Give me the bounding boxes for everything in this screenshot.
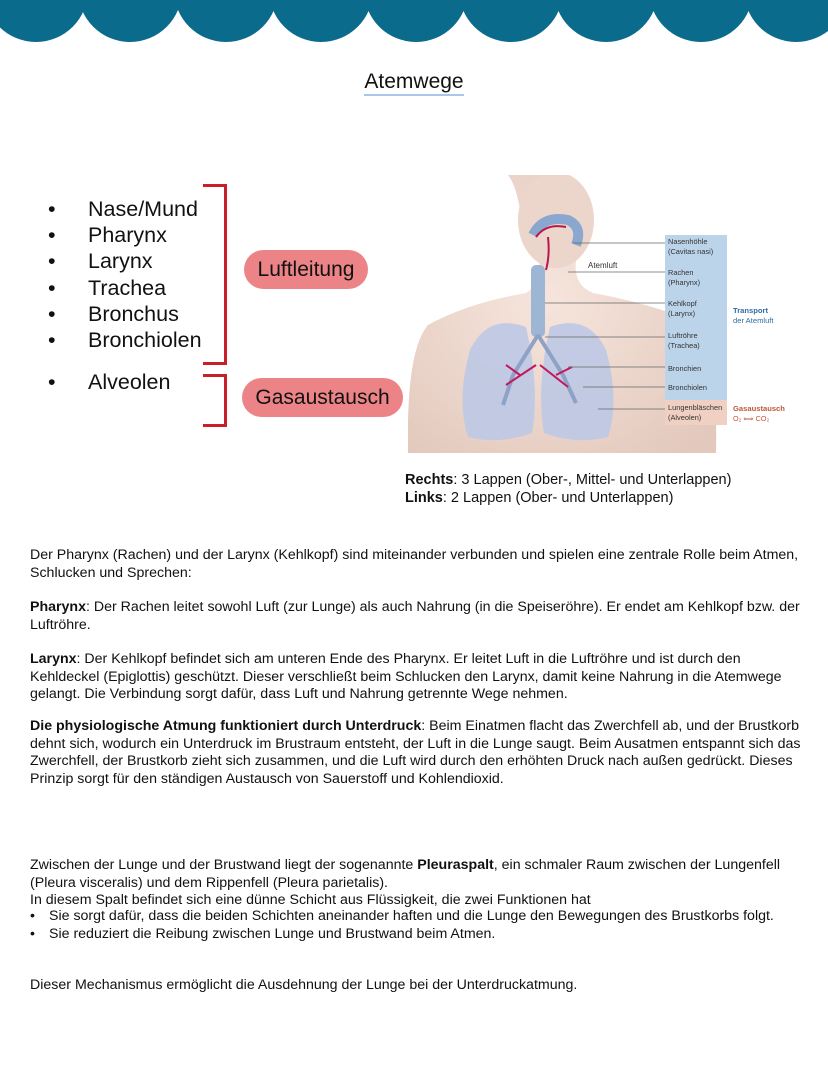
part-label: Bronchien [668, 364, 702, 373]
trachea [531, 265, 545, 337]
gas-exchange-formula: O₂ ⟺ CO₂ [733, 414, 770, 423]
intro-paragraph: Der Pharynx (Rachen) und der Larynx (Kehlkopf) sind miteinander verbunden und spielen eine zentrale Rolle beim Atmen, Schlucken und Sprechen: [30, 547, 799, 581]
list-item: • Sie sorgt dafür, dass die beiden Schichten aneinander haften und die Lunge den Bewegungen des Brustkorbs folgt. [30, 908, 774, 924]
pleura-function-list [30, 908, 810, 943]
pharynx-paragraph: Pharynx: Der Rachen leitet sowohl Luft (zur Lunge) als auch Nahrung (in die Speiseröhre). Er endet am Kehlkopf bzw. der Luftröhre. [30, 599, 800, 633]
part-label: Lungenbläschen [668, 403, 723, 412]
list-item: • Sie reduziert die Reibung zwischen Lunge und Brustwand beim Atmen. [30, 925, 496, 942]
part-label: Rachen [668, 268, 694, 277]
luftleitung-bracket [203, 184, 227, 365]
part-label: (Pharynx) [668, 278, 701, 287]
respiratory-system-illustration [408, 175, 788, 453]
part-label: (Trachea) [668, 341, 700, 350]
part-label: Luftröhre [668, 331, 698, 340]
closing-paragraph: Dieser Mechanismus ermöglicht die Ausdehnung der Lunge bei der Unterdruckatmung. [30, 977, 578, 993]
part-label: Nasenhöhle [668, 237, 708, 246]
caption-links: Links: 2 Lappen (Ober- und Unterlappen) [405, 490, 674, 506]
transport-label: Transport [733, 306, 769, 315]
gasaustausch-bracket [203, 374, 227, 427]
scallop-shapes [0, 0, 828, 42]
luftleitung-label: Luftleitung [244, 250, 368, 289]
part-label: Kehlkopf [668, 299, 697, 308]
atemluft-label: Atemluft [588, 261, 618, 270]
gasaustausch-figure-label: Gasaustausch [733, 404, 785, 413]
larynx-paragraph: Larynx: Der Kehlkopf befindet sich am unteren Ende des Pharynx. Er leitet Luft in die Luftröhre und ist durch den Kehldeckel (Epiglottis) geschützt. Dieser verschließt beim Schlucken den Larynx, damit keine Nahrung in die Atemwege gelangt. Die Verbindung sorgt dafür, dass Luft und Nahrung getrennte Wege nehmen. [30, 651, 782, 702]
pleura-paragraph: Zwischen der Lunge und der Brustwand liegt der sogenannte Pleuraspalt, ein schmaler Raum zwischen der Lungenfell (Pleura visceralis) und dem Rippenfell (Pleura parietalis). In diesem Spalt befindet sich eine dünne Schicht aus Flüssigkeit, die zwei Funktionen hat [30, 857, 781, 908]
part-label: (Alveolen) [668, 413, 702, 422]
page-title: Atemwege [0, 70, 828, 94]
part-label: Bronchiolen [668, 383, 708, 392]
gasaustausch-label: Gasaustausch [242, 378, 403, 417]
part-label: (Larynx) [668, 309, 696, 318]
lung-lobes-caption [405, 471, 731, 507]
atmung-paragraph: Die physiologische Atmung funktioniert durch Unterdruck: Beim Einatmen flacht das Zwerchfell ab, und der Brustkorb dehnt sich, wodurch ein Unterdruck im Brustraum entsteht, der Luft in die Lunge saugt. Beim Ausatmen entspannt sich das Zwerchfell, der Brustkorb zieht sich zusammen, und die Luft wird durch den erhöhten Druck nach außen gedrückt. Dieses Prinzip sorgt für den ständigen Austausch von Sauerstoff und Kohlendioxid. [30, 718, 801, 787]
scallop-header-decoration [0, 0, 828, 50]
transport-label-line2: der Atemluft [733, 316, 774, 325]
part-label: (Cavitas nasi) [668, 247, 714, 256]
caption-rechts: Rechts: 3 Lappen (Ober-, Mittel- und Unterlappen) [405, 472, 732, 488]
